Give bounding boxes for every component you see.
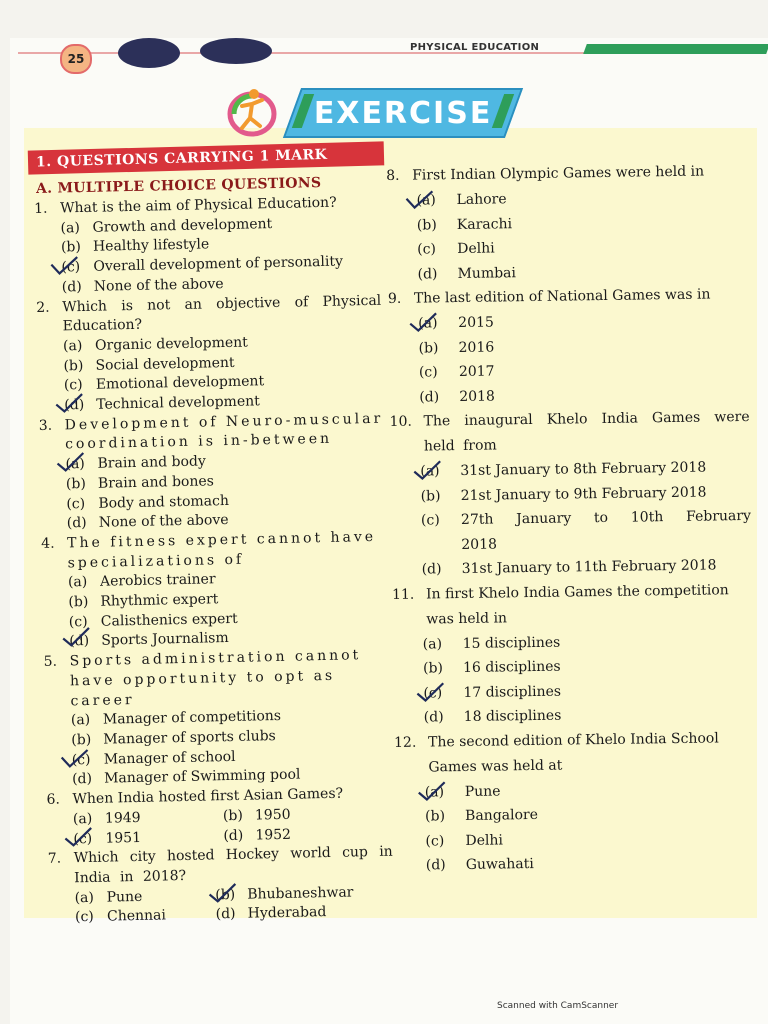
header-decoration — [200, 38, 272, 64]
option: (a) Aerobics trainer — [67, 571, 216, 591]
option: (b) Bangalore — [425, 806, 539, 825]
exercise-title: EXERCISE — [313, 95, 493, 131]
checkmark-icon — [415, 681, 445, 703]
question-9: 9. The last edition of National Games was in (a) 2015 (b) 2016 (c) 2017 (d) 2018 — [388, 282, 750, 410]
option: (d) Manager of Swimming pool — [71, 766, 301, 788]
option: (b) 16 disciplines — [422, 658, 561, 677]
question-2: 2. Which is not an objective of Physical Education? (a) Organic development (b) Social development (c) Emotional development (d) Technical development — [36, 291, 383, 416]
option: (c) 2017 — [418, 363, 495, 381]
header-accent-bar — [583, 44, 768, 54]
option: (b) 1950 — [222, 806, 291, 824]
question-text: What is the aim of Physical Education? — [60, 194, 337, 217]
option: (c) 27th January to 10th February 2018 — [420, 507, 752, 553]
option: (d) Guwahati — [425, 856, 534, 874]
option-ticked: (a) 31st January to 8th February 2018 — [390, 455, 750, 485]
question-12: 12. The second edition of Khelo India School Games was held at (a) Pune (b) Bangalore (c) Delhi (d) Guwahati — [394, 725, 756, 878]
question-5: 5. Sports administration cannot have opportunity to opt as career (a) Manager of competitions (b) Manager of sports clubs (c) Manager of school (d) Manager of Swimming pool — [43, 646, 391, 791]
option: (b) Social development — [63, 354, 235, 375]
checkmark-icon — [55, 451, 85, 474]
option: (b) 21st January to 9th February 2018 — [420, 484, 707, 505]
checkmark-icon — [59, 747, 89, 770]
option: (a) Pune — [74, 888, 143, 906]
question-3: 3. Development of Neuro-muscular coordination is in-between (a) Brain and body (b) Brain and bones (c) Body and stomach (d) None of the above — [39, 409, 386, 534]
option: (b) Manager of sports clubs — [71, 728, 276, 749]
question-4: 4. The fitness expert cannot have specializations of (a) Aerobics trainer (b) Rhythmic expert (c) Calisthenics expert (d) Sports Journalism — [41, 528, 388, 653]
question-text: The last edition of National Games was in — [413, 286, 711, 307]
option-ticked: (a) Lahore — [386, 184, 746, 214]
question-text: Which city hosted Hockey world cup in India in 2018? — [73, 843, 393, 887]
option: (d) 1952 — [223, 826, 292, 844]
option: (d) Mumbai — [417, 264, 517, 283]
question-6: 6. When India hosted first Asian Games? (a) 1949 (b) 1950 (c) 1951 (d) 1952 — [46, 784, 392, 850]
left-column — [34, 193, 394, 929]
option: (d) 2018 — [419, 388, 496, 406]
option: (a) 1949 — [72, 809, 141, 828]
option-ticked: (c) 17 disciplines — [393, 676, 753, 706]
question-text: Development of Neuro-muscular coordination is in-between — [64, 410, 384, 453]
option: (a) 15 disciplines — [422, 634, 561, 653]
header-decoration — [118, 38, 180, 68]
checkmark-icon — [412, 459, 442, 481]
option: (b) Rhythmic expert — [68, 591, 219, 611]
option: (a) Manager of competitions — [70, 708, 282, 729]
checkmark-icon — [49, 254, 79, 277]
question-text: The second edition of Khelo India School Games was held at — [427, 729, 719, 775]
option: (c) Delhi — [417, 240, 495, 258]
option: (a) Organic development — [62, 334, 248, 355]
option-ticked: (c) 1951 — [73, 827, 223, 850]
checkmark-icon — [207, 882, 237, 905]
option: (d) 18 disciplines — [423, 707, 562, 726]
option: (c) Body and stomach — [66, 492, 230, 512]
option: (d) None of the above — [66, 512, 229, 532]
option-ticked: (d) Sports Journalism — [43, 626, 388, 653]
question-10: 10. The inaugural Khelo India Games were held from (a) 31st January to 8th February 2018 (b) 21st January to 9th February 2018 (c) 27th January to 10th February 2018 (d) 31st January to 11th February 2018 — [389, 405, 751, 583]
question-1 — [34, 193, 381, 299]
exercise-banner — [283, 88, 523, 138]
question-text: In first Khelo India Games the competition was held in — [425, 581, 729, 627]
scanner-watermark: Scanned with CamScanner — [497, 1001, 619, 1011]
option: (b) Healthy lifestyle — [60, 236, 210, 256]
question-number: 1. — [34, 200, 48, 217]
question-11: 11. In first Khelo India Games the competition was held in (a) 15 disciplines (b) 16 disciplines (c) 17 disciplines (d) 18 disciplines — [392, 577, 754, 730]
question-text: The inaugural Khelo India Games were held from — [423, 408, 750, 455]
option: (a) Growth and development — [60, 215, 273, 237]
running-title: PHYSICAL EDUCATION — [410, 42, 540, 53]
question-text: The fitness expert cannot have specializations of — [67, 528, 377, 572]
option: (c) Delhi — [425, 831, 504, 850]
option-ticked: (c) Overall development of personality — [35, 252, 380, 279]
page-number-badge: 25 — [60, 44, 92, 74]
question-8: 8. First Indian Olympic Games were held in (a) Lahore (b) Karachi (c) Delhi (d) Mumbai — [386, 159, 748, 287]
option: (c) Emotional development — [63, 373, 265, 394]
option-ticked: (a) Brain and body — [39, 449, 384, 476]
option: (b) Brain and bones — [65, 473, 215, 493]
running-figure-logo-icon — [226, 84, 278, 138]
option: (b) 2016 — [418, 339, 495, 357]
option: (d) None of the above — [61, 275, 224, 296]
right-column — [386, 159, 756, 878]
question-text: Which is not an objective of Physical Education? — [62, 292, 382, 335]
checkmark-icon — [54, 392, 84, 415]
option-ticked: (c) Manager of school — [46, 744, 391, 771]
option: (c) Calisthenics expert — [68, 610, 238, 631]
checkmark-icon — [63, 825, 93, 848]
checkmark-icon — [61, 626, 91, 649]
option-ticked: (b) Bhubaneshwar — [215, 882, 394, 905]
checkmark-icon — [404, 188, 434, 210]
section-tab: 1. QUESTIONS CARRYING 1 MARK — [28, 141, 385, 174]
checkmark-icon — [408, 311, 438, 333]
section-heading: A. MULTIPLE CHOICE QUESTIONS — [35, 175, 322, 197]
question-text: Sports administration cannot have opportunity to opt as career — [69, 647, 362, 709]
option-ticked: (a) 2015 — [388, 307, 748, 337]
option: (b) Karachi — [416, 215, 513, 234]
option: (d) Hyderabad — [215, 904, 327, 923]
checkmark-icon — [417, 780, 447, 802]
question-text: When India hosted first Asian Games? — [72, 785, 344, 808]
option: (c) Chennai — [74, 907, 167, 926]
option: (d) 31st January to 11th February 2018 — [421, 557, 717, 578]
option-ticked: (a) Pune — [395, 775, 755, 805]
question-text: First Indian Olympic Games were held in — [412, 163, 705, 184]
question-7: 7. Which city hosted Hockey world cup in India in 2018? (a) Pune (b) Bhubaneshwar (c) Chennai (d) Hyderabad — [48, 843, 395, 929]
option-ticked: (d) Technical development — [38, 390, 383, 417]
